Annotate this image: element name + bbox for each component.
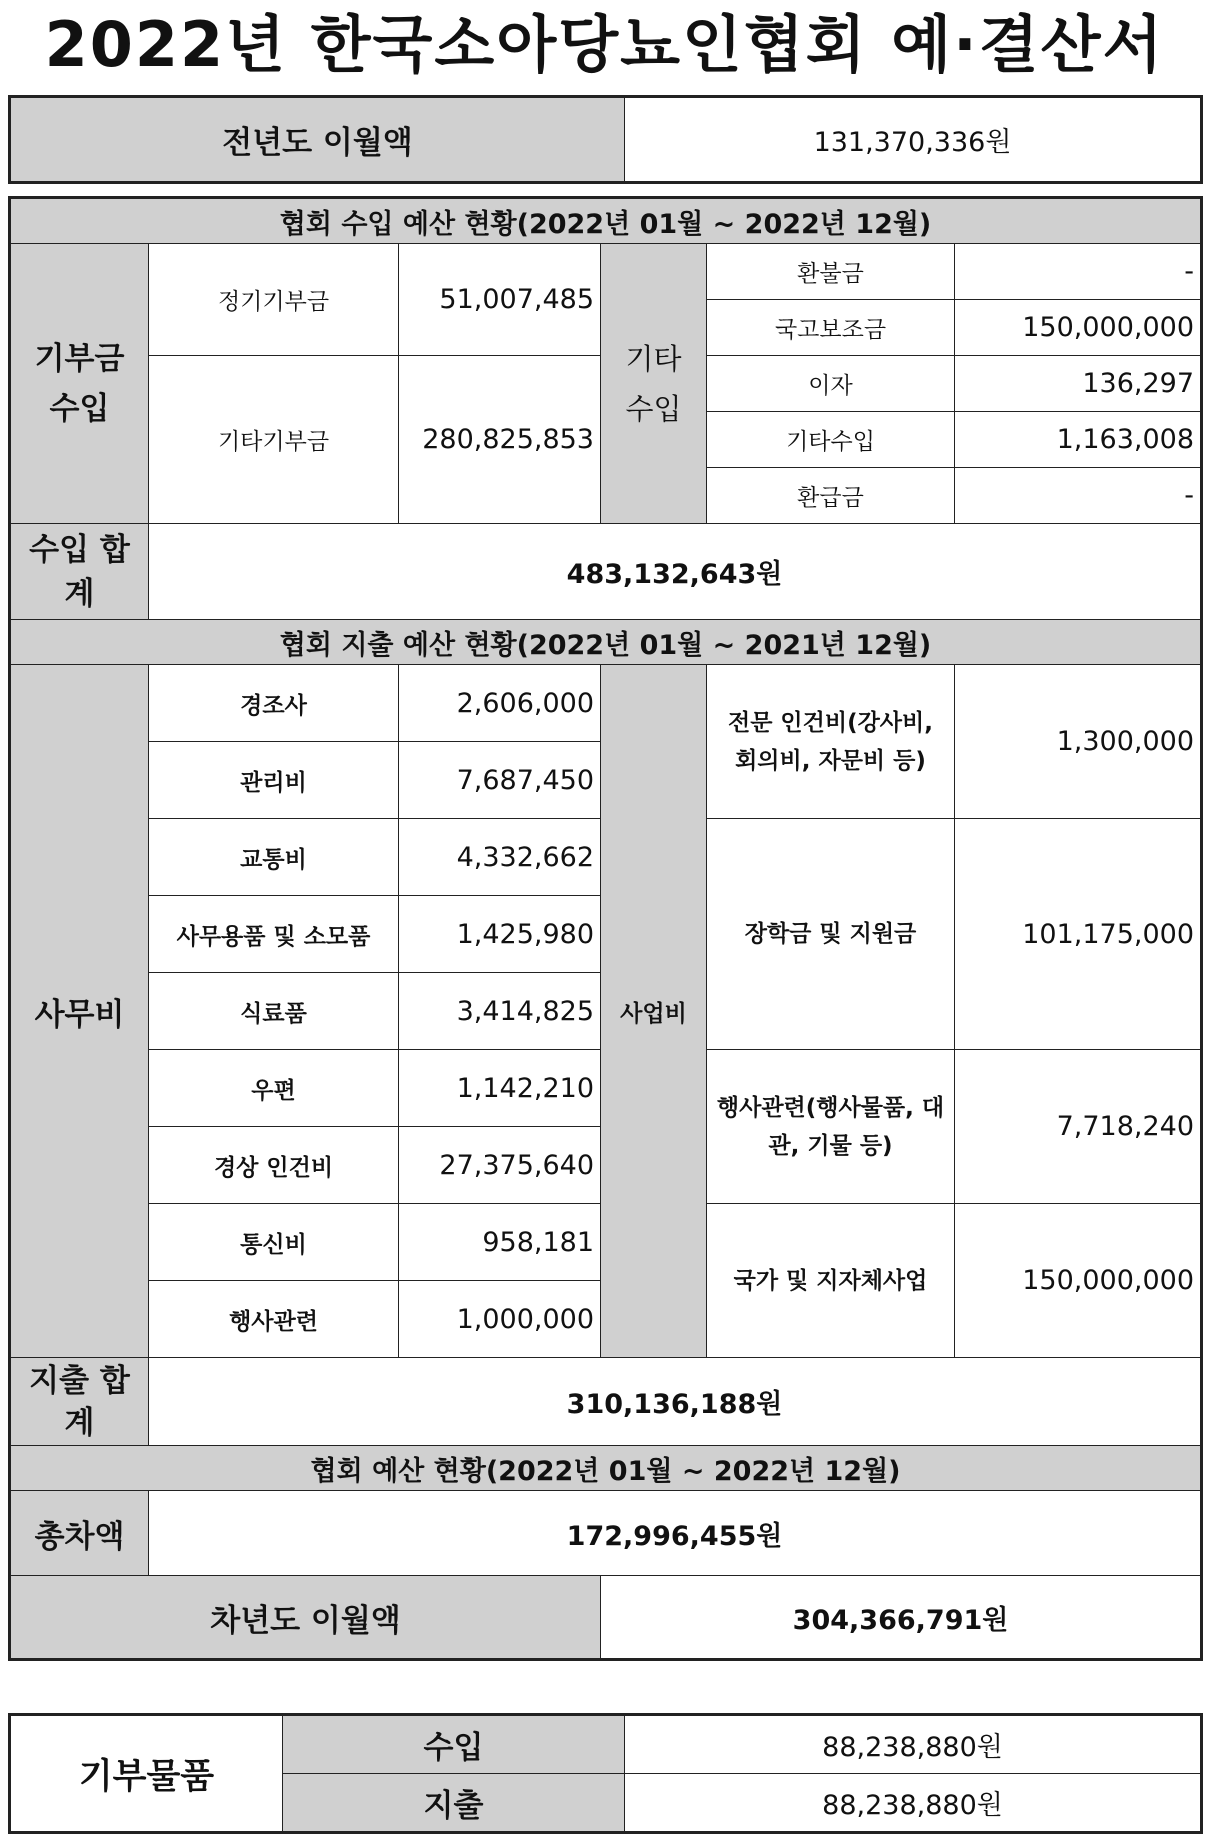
office-item-label: 경상 인건비 — [149, 1127, 399, 1204]
business-item-value: 7,718,240 — [955, 1050, 1201, 1204]
goods-expense-value: 88,238,880원 — [625, 1774, 1201, 1832]
next-balance-value: 304,366,791원 — [601, 1576, 1201, 1659]
budget-main-table — [10, 198, 1201, 1659]
office-item-value: 1,000,000 — [399, 1281, 601, 1358]
income-total-label: 수입 합계 — [11, 524, 149, 620]
goods-income-label: 수입 — [283, 1716, 625, 1774]
office-item-label: 행사관련 — [149, 1281, 399, 1358]
other-income-item-value: - — [955, 468, 1201, 524]
office-expense-label: 사무비 — [11, 665, 149, 1358]
other-income-item-value: 1,163,008 — [955, 412, 1201, 468]
donation-income-label: 기부금 수입 — [11, 244, 149, 524]
other-income-item-label: 환불금 — [707, 244, 955, 300]
other-income-item-label: 국고보조금 — [707, 300, 955, 356]
donation-item-value: 51,007,485 — [399, 244, 601, 356]
other-income-item-value: - — [955, 244, 1201, 300]
expense-header: 협회 지출 예산 현황(2022년 01월 ~ 2021년 12월) — [11, 620, 1201, 665]
prev-balance-table — [10, 97, 1201, 182]
donation-item-value: 280,825,853 — [399, 356, 601, 524]
business-item-label: 장학금 및 지원금 — [707, 819, 955, 1050]
donation-item-label: 정기기부금 — [149, 244, 399, 356]
expense-total-value: 310,136,188원 — [149, 1358, 1201, 1446]
donation-item-label: 기타기부금 — [149, 356, 399, 524]
office-item-label: 식료품 — [149, 973, 399, 1050]
other-income-item-label: 이자 — [707, 356, 955, 412]
office-item-value: 1,142,210 — [399, 1050, 601, 1127]
other-income-item-label: 기타수입 — [707, 412, 955, 468]
other-income-item-value: 150,000,000 — [955, 300, 1201, 356]
income-total-value: 483,132,643원 — [149, 524, 1201, 620]
office-item-value: 27,375,640 — [399, 1127, 601, 1204]
goods-expense-label: 지출 — [283, 1774, 625, 1832]
business-item-label: 국가 및 지자체사업 — [707, 1204, 955, 1358]
office-item-label: 관리비 — [149, 742, 399, 819]
total-difference-value: 172,996,455원 — [149, 1491, 1201, 1576]
office-item-value: 7,687,450 — [399, 742, 601, 819]
other-income-item-value: 136,297 — [955, 356, 1201, 412]
business-item-label: 전문 인건비(강사비, 회의비, 자문비 등) — [707, 665, 955, 819]
prev-balance-value: 131,370,336원 — [625, 98, 1201, 182]
office-item-value: 1,425,980 — [399, 896, 601, 973]
other-income-item-label: 환급금 — [707, 468, 955, 524]
income-header: 협회 수입 예산 현황(2022년 01월 ~ 2022년 12월) — [11, 199, 1201, 244]
office-item-value: 2,606,000 — [399, 665, 601, 742]
office-item-label: 교통비 — [149, 819, 399, 896]
business-item-value: 1,300,000 — [955, 665, 1201, 819]
goods-income-value: 88,238,880원 — [625, 1716, 1201, 1774]
office-item-label: 사무용품 및 소모품 — [149, 896, 399, 973]
expense-total-label: 지출 합계 — [11, 1358, 149, 1446]
business-expense-label: 사업비 — [601, 665, 707, 1358]
business-item-value: 101,175,000 — [955, 819, 1201, 1050]
prev-balance-label: 전년도 이월액 — [11, 98, 625, 182]
office-item-value: 958,181 — [399, 1204, 601, 1281]
business-item-label: 행사관련(행사물품, 대관, 기물 등) — [707, 1050, 955, 1204]
office-item-value: 3,414,825 — [399, 973, 601, 1050]
next-balance-label: 차년도 이월액 — [11, 1576, 601, 1659]
budget-header: 협회 예산 현황(2022년 01월 ~ 2022년 12월) — [11, 1446, 1201, 1491]
office-item-label: 통신비 — [149, 1204, 399, 1281]
donated-goods-label: 기부물품 — [11, 1716, 283, 1832]
office-item-label: 우편 — [149, 1050, 399, 1127]
page-title: 2022년 한국소아당뇨인협회 예·결산서 — [44, 8, 1165, 81]
other-income-label: 기타 수입 — [601, 244, 707, 524]
donated-goods-table — [10, 1715, 1201, 1832]
office-item-label: 경조사 — [149, 665, 399, 742]
business-item-value: 150,000,000 — [955, 1204, 1201, 1358]
office-item-value: 4,332,662 — [399, 819, 601, 896]
total-difference-label: 총차액 — [11, 1491, 149, 1576]
